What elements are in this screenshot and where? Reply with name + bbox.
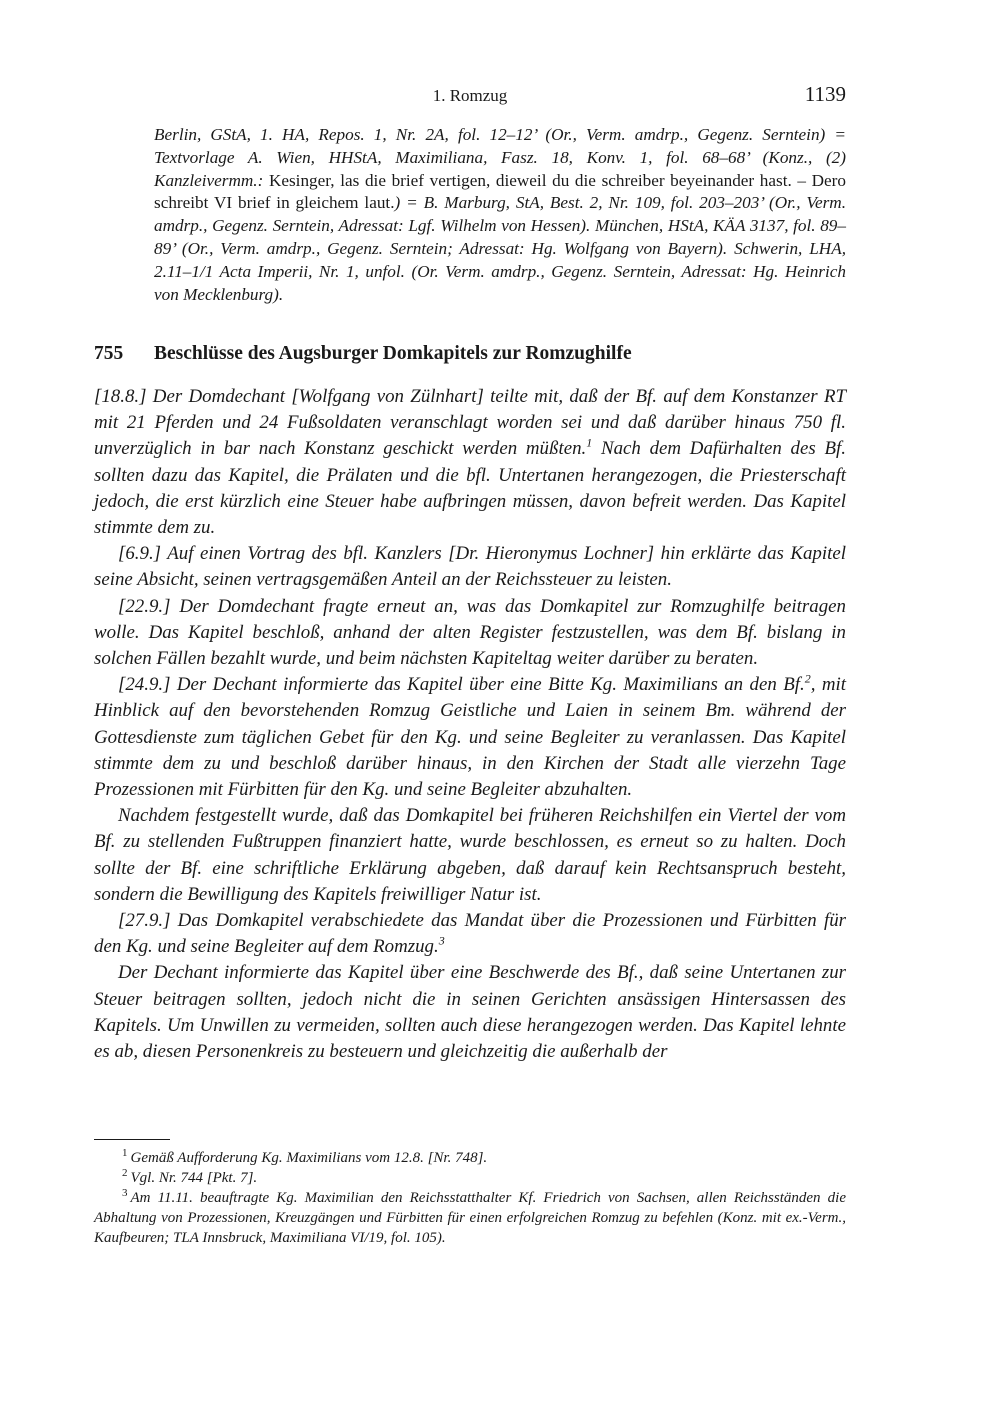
source-citation-part1: Berlin, GStA, 1. HA, Repos. 1, Nr. 2A, fol. 12–12’ (Or., Verm. amdrp., Gegenz. Serntein) = Textvorlage A. Wien, HHStA, Maximiliana, Fasz. 18, Konv. 1, fol. 68–68’ (Konz., (2) Kanzleivermm.: <box>154 125 846 190</box>
document-heading <box>94 342 846 366</box>
paragraph-2: [6.9.] Auf einen Vortrag des bfl. Kanzlers [Dr. Hieronymus Lochner] hin erklärte das Kapitel seine Absicht, seinen vertragsgemäßen Anteil an der Reichssteuer zu leisten. <box>94 543 846 591</box>
running-title: 1. Romzug <box>432 86 508 105</box>
footnote-1 <box>94 1148 846 1168</box>
footnote-ref-3[interactable]: 3 <box>438 933 445 948</box>
paragraph-6-text: [27.9.] Das Domkapitel verabschiedete das Mandat über die Prozessionen und Fürbitten für den Kg. und seine Begleiter auf dem Romzug. <box>94 910 846 958</box>
paragraph-1 <box>94 384 846 541</box>
footnote-text: Am 11.11. beauftragte Kg. Maximilian den Reichsstatthalter Kf. Friedrich von Sachsen, allen Reichsständen die Abhaltung von Prozessionen, Kreuzgängen und Fürbitten für einen erfolgreichen Romzug zu befehlen (Konz. mit ex.-Verm., Kaufbeuren; TLA Innsbruck, Maximiliana VI/19, fol. 105). <box>94 1190 846 1246</box>
paragraph-5: Nachdem festgestellt wurde, daß das Domkapitel bei früheren Reichshilfen ein Viertel der vom Bf. zu stellenden Fußtruppen finanziert hatte, wurde beschlossen, es erneut so zu halten. Doch sollte der Bf. eine schriftliche Erklärung abgeben, daß darauf kein Rechtsanspruch besteht, sondern die Bewilligung des Kapitels freiwilliger Natur ist. <box>94 805 846 905</box>
footnote-2 <box>94 1168 846 1188</box>
footnote-3 <box>94 1188 846 1248</box>
source-citation <box>154 124 846 306</box>
footnote-mark: 1 <box>122 1147 128 1159</box>
body-text <box>94 384 846 1065</box>
footnote-mark: 3 <box>122 1187 128 1199</box>
document-title: Beschlüsse des Augsburger Domkapitels zur Romzughilfe <box>154 343 632 364</box>
paragraph-3: [22.9.] Der Domdechant fragte erneut an, was das Domkapitel zur Romzughilfe beitragen wolle. Das Kapitel beschloß, anhand der alten Register festzustellen, was dem Bf. bislang in solchen Fällen bezahlt wurde, und beim nächsten Kapiteltag weiter darüber zu beraten. <box>94 595 846 670</box>
paragraph-6 <box>94 908 846 960</box>
footnote-ref-2[interactable]: 2 <box>804 671 811 686</box>
running-head <box>94 84 846 108</box>
footnotes <box>94 1148 846 1248</box>
paragraph-1-text-a: [18.8.] Der Domdechant [Wolfgang von Zülnhart] teilte mit, daß der Bf. auf dem Konstanzer RT mit 21 Pferden und 24 Fußsoldaten veranschlagt worden sei und daß darüber hinaus 750 fl. unverzüglich in bar nach Konstanz geschickt werden müßten. <box>94 386 846 460</box>
footnote-text: Vgl. Nr. 744 [Pkt. 7]. <box>130 1170 258 1186</box>
paragraph-1-text-b: Nach dem Dafürhalten des Bf. sollten dazu das Kapitel, die Prälaten und die bfl. Untertanen herangezogen, die Priesterschaft jedoch, die erst kürzlich eine Steuer habe aufbringen müssen, davon befreit werden. Das Kapitel stimmte dem zu. <box>94 438 846 539</box>
paragraph-4-text-a: [24.9.] Der Dechant informierte das Kapitel über eine Bitte Kg. Maximilians an den Bf. <box>118 674 805 696</box>
paragraph-4-text-b: , mit Hinblick auf den bevorstehenden Romzug Geistliche und Laien in seinem Bm. während der Gottesdienste zum täglichen Gebet für den Kg. und seine Begleiter zu veranlassen. Das Kapitel stimmte dem zu und beschloß darüber hinaus, in den Kirchen der Stadt alle vierzehn Tage Prozessionen mit Fürbitten für den Kg. und seine Begleiter abzuhalten. <box>94 674 846 801</box>
footnote-text: Gemäß Aufforderung Kg. Maximilians vom 12.8. [Nr. 748]. <box>130 1150 488 1166</box>
source-citation-quote: Kesinger, las die brief vertigen, dieweil du die schreiber beyeinander hast. – Dero schreibt VI brief in gleichem laut. <box>154 170 846 213</box>
footnote-divider <box>94 1139 170 1140</box>
footnote-mark: 2 <box>122 1167 128 1179</box>
paragraph-4 <box>94 672 846 803</box>
source-citation-part3: ) = B. Marburg, StA, Best. 2, Nr. 109, fol. 203–203’ (Or., Verm. amdrp., Gegenz. Serntein, Adressat: Lgf. Wilhelm von Hessen). München, HStA, KÄA 3137, fol. 89–89’ (Or., Verm. amdrp., Gegenz. Serntein; Adressat: Hg. Wolfgang von Bayern). Schwerin, LHA, 2.11–1/1 Acta Imperii, Nr. 1, unfol. (Or. Verm. amdrp., Gegenz. Serntein, Adressat: Hg. Heinrich von Mecklenburg). <box>154 193 846 304</box>
paragraph-7: Der Dechant informierte das Kapitel über eine Beschwerde des Bf., daß seine Untertanen zur Steuer beitragen sollten, jedoch nicht die in seinen Gerichten ansässigen Hintersassen des Kapitels. Um Unwillen zu vermeiden, sollten auch diese herangezogen werden. Das Kapitel lehnte es ab, diesen Personenkreis zu besteuern und gleichzeitig die außerhalb der <box>94 962 846 1063</box>
footnote-ref-1[interactable]: 1 <box>586 436 593 451</box>
page-number: 1139 <box>804 82 846 106</box>
document-number: 755 <box>94 343 124 364</box>
